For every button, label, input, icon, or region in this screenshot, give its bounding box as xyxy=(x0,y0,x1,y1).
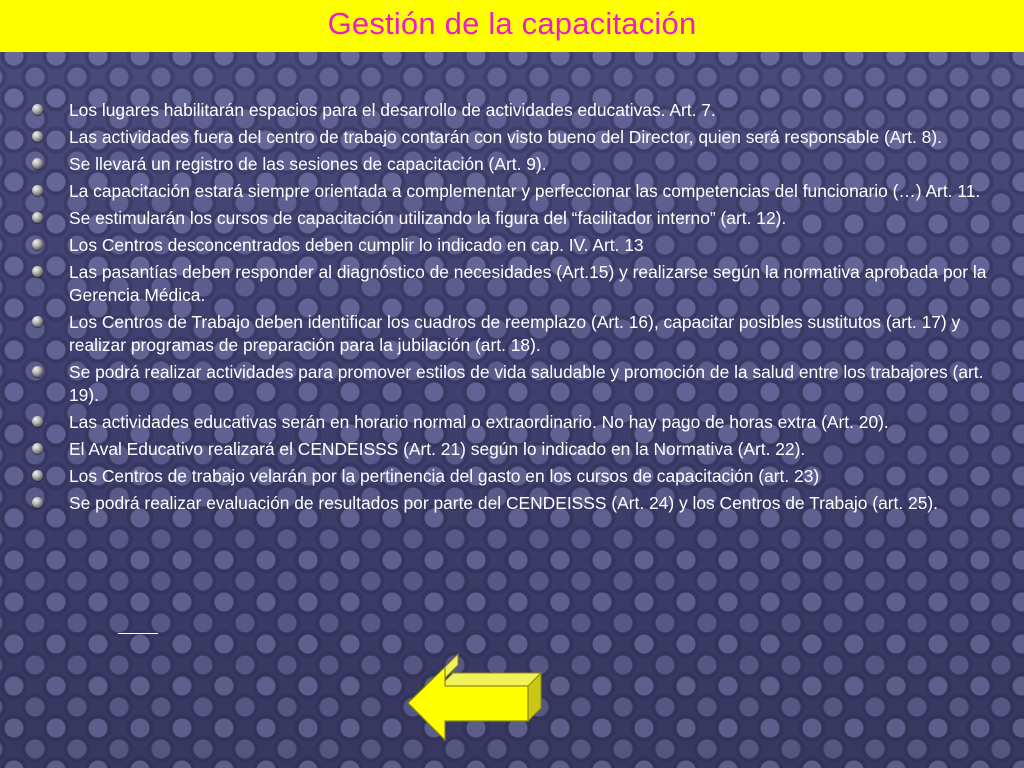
bullet-icon xyxy=(32,316,43,327)
bullet-icon xyxy=(32,366,43,377)
bullet-text: Los lugares habilitarán espacios para el desarrollo de actividades educativas. Art. 7. xyxy=(69,100,716,120)
bullet-list xyxy=(32,99,987,519)
bullet-icon xyxy=(32,185,43,196)
bullet-icon xyxy=(32,266,43,277)
bullet-icon xyxy=(32,443,43,454)
bullet-text: El Aval Educativo realizará el CENDEISSS (Art. 21) según lo indicado en la Normativa (Art. 22). xyxy=(69,439,806,459)
title-bar xyxy=(0,0,1024,52)
link-underline xyxy=(118,633,158,634)
bullet-text: La capacitación estará siempre orientada a complementar y perfeccionar las competencias del funcionario (…) Art. 11. xyxy=(69,181,981,201)
bullet-text: Las pasantías deben responder al diagnóstico de necesidades (Art.15) y realizarse según la normativa aprobada por la Gerencia Médica. xyxy=(69,262,987,305)
list-item xyxy=(32,207,987,230)
bullet-icon xyxy=(32,470,43,481)
bullet-text: Las actividades fuera del centro de trabajo contarán con visto bueno del Director, quien será responsable (Art. 8). xyxy=(69,127,942,147)
list-item xyxy=(32,153,987,176)
bullet-icon xyxy=(32,497,43,508)
bullet-text: Los Centros de Trabajo deben identificar los cuadros de reemplazo (Art. 16), capacitar posibles sustitutos (art. 17) y realizar programas de preparación para la jubilación (art. 18). xyxy=(69,312,961,355)
bullet-text: Se podrá realizar actividades para promover estilos de vida saludable y promoción de la salud entre los trabajores (art. 19). xyxy=(69,362,984,405)
list-item xyxy=(32,99,987,122)
list-item xyxy=(32,361,987,407)
list-item xyxy=(32,492,987,515)
back-arrow-button[interactable] xyxy=(400,648,550,744)
bullet-icon xyxy=(32,239,43,250)
bullet-icon xyxy=(32,104,43,115)
bullet-icon xyxy=(32,416,43,427)
list-item xyxy=(32,180,987,203)
list-item xyxy=(32,234,987,257)
bullet-text: Se podrá realizar evaluación de resultados por parte del CENDEISSS (Art. 24) y los Centros de Trabajo (art. 25). xyxy=(69,493,938,513)
list-item xyxy=(32,465,987,488)
slide-title: Gestión de la capacitación xyxy=(327,6,697,41)
list-item xyxy=(32,311,987,357)
bullet-text: Los Centros de trabajo velarán por la pertinencia del gasto en los cursos de capacitación (art. 23) xyxy=(69,466,820,486)
bullet-text: Los Centros desconcentrados deben cumplir lo indicado en cap. IV. Art. 13 xyxy=(69,235,644,255)
list-item xyxy=(32,261,987,307)
left-arrow-3d-icon xyxy=(400,648,550,744)
bullet-icon xyxy=(32,158,43,169)
bullet-text: Se llevará un registro de las sesiones de capacitación (Art. 9). xyxy=(69,154,547,174)
bullet-text: Las actividades educativas serán en horario normal o extraordinario. No hay pago de horas extra (Art. 20). xyxy=(69,412,889,432)
list-item xyxy=(32,126,987,149)
list-item xyxy=(32,438,987,461)
bullet-icon xyxy=(32,131,43,142)
bullet-text: Se estimularán los cursos de capacitación utilizando la figura del “facilitador interno” (art. 12). xyxy=(69,208,787,228)
list-item xyxy=(32,411,987,434)
bullet-icon xyxy=(32,212,43,223)
